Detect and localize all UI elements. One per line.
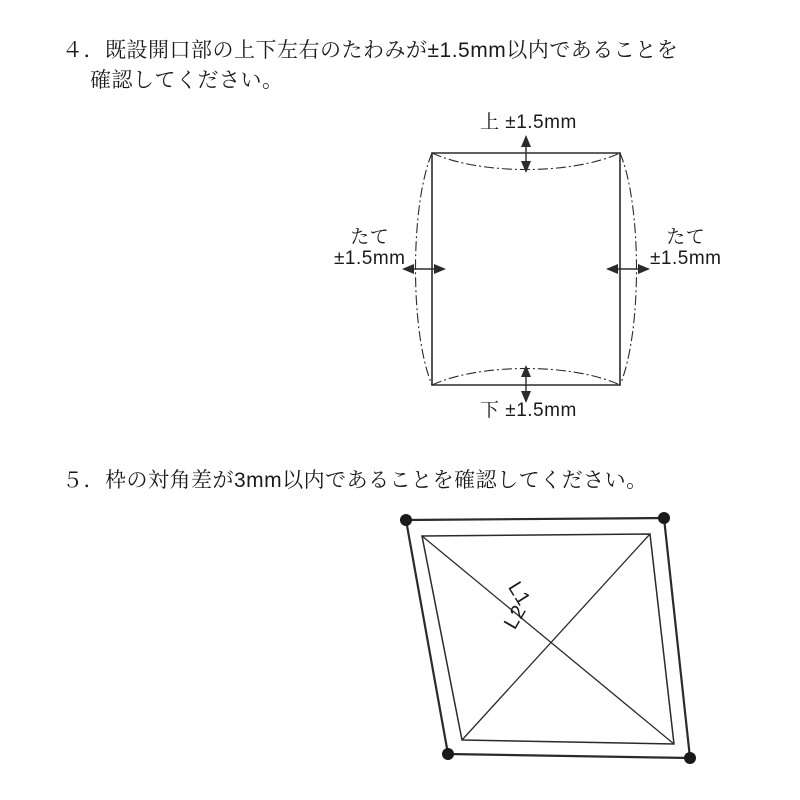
arrowhead-top-down bbox=[521, 161, 531, 173]
arrowhead-right-out bbox=[638, 264, 650, 274]
arrowhead-top-up bbox=[521, 135, 531, 147]
diagonal-line-l1 bbox=[462, 534, 650, 740]
corner-dot-bottom-left bbox=[442, 748, 454, 760]
arrowhead-right-in bbox=[606, 264, 618, 274]
deflection-diagram-svg bbox=[320, 105, 760, 435]
label-right-line1: たて bbox=[666, 227, 706, 248]
section-4-instruction bbox=[62, 36, 752, 97]
diagonal-label-l1: L1 bbox=[503, 578, 535, 611]
arrowhead-left-in bbox=[434, 264, 446, 274]
deflection-diagram bbox=[320, 105, 760, 435]
section-5-instruction bbox=[62, 466, 762, 496]
section-4-number: ４． bbox=[62, 39, 105, 62]
corner-dot-bottom-right bbox=[684, 752, 696, 764]
label-left-line2: ±1.5mm bbox=[334, 248, 406, 270]
label-bottom: 下 ±1.5mm bbox=[480, 400, 577, 421]
label-left-line1: たて bbox=[350, 227, 390, 248]
corner-dot-top-right bbox=[658, 512, 670, 524]
section-4-line2: 確認してください。 bbox=[90, 69, 284, 93]
corner-dot-top-left bbox=[400, 514, 412, 526]
section-5-number: ５． bbox=[62, 469, 105, 492]
label-right-line2: ±1.5mm bbox=[650, 248, 722, 270]
section-4-line1: 既設開口部の上下左右のたわみが±1.5mm以内であることを bbox=[105, 39, 679, 62]
label-left bbox=[334, 227, 406, 270]
section-5-line1: 枠の対角差が3mm以内であることを確認してください。 bbox=[105, 469, 648, 492]
label-right bbox=[650, 227, 722, 270]
diagonal-label-l2: L2 bbox=[500, 600, 532, 633]
diagonal-diagram bbox=[380, 500, 720, 790]
label-top: 上 ±1.5mm bbox=[480, 112, 577, 133]
arrowhead-bottom-up bbox=[521, 365, 531, 377]
diagonal-line-l2 bbox=[422, 536, 674, 744]
frame-outline bbox=[432, 153, 620, 385]
diagonal-diagram-svg bbox=[380, 500, 720, 790]
